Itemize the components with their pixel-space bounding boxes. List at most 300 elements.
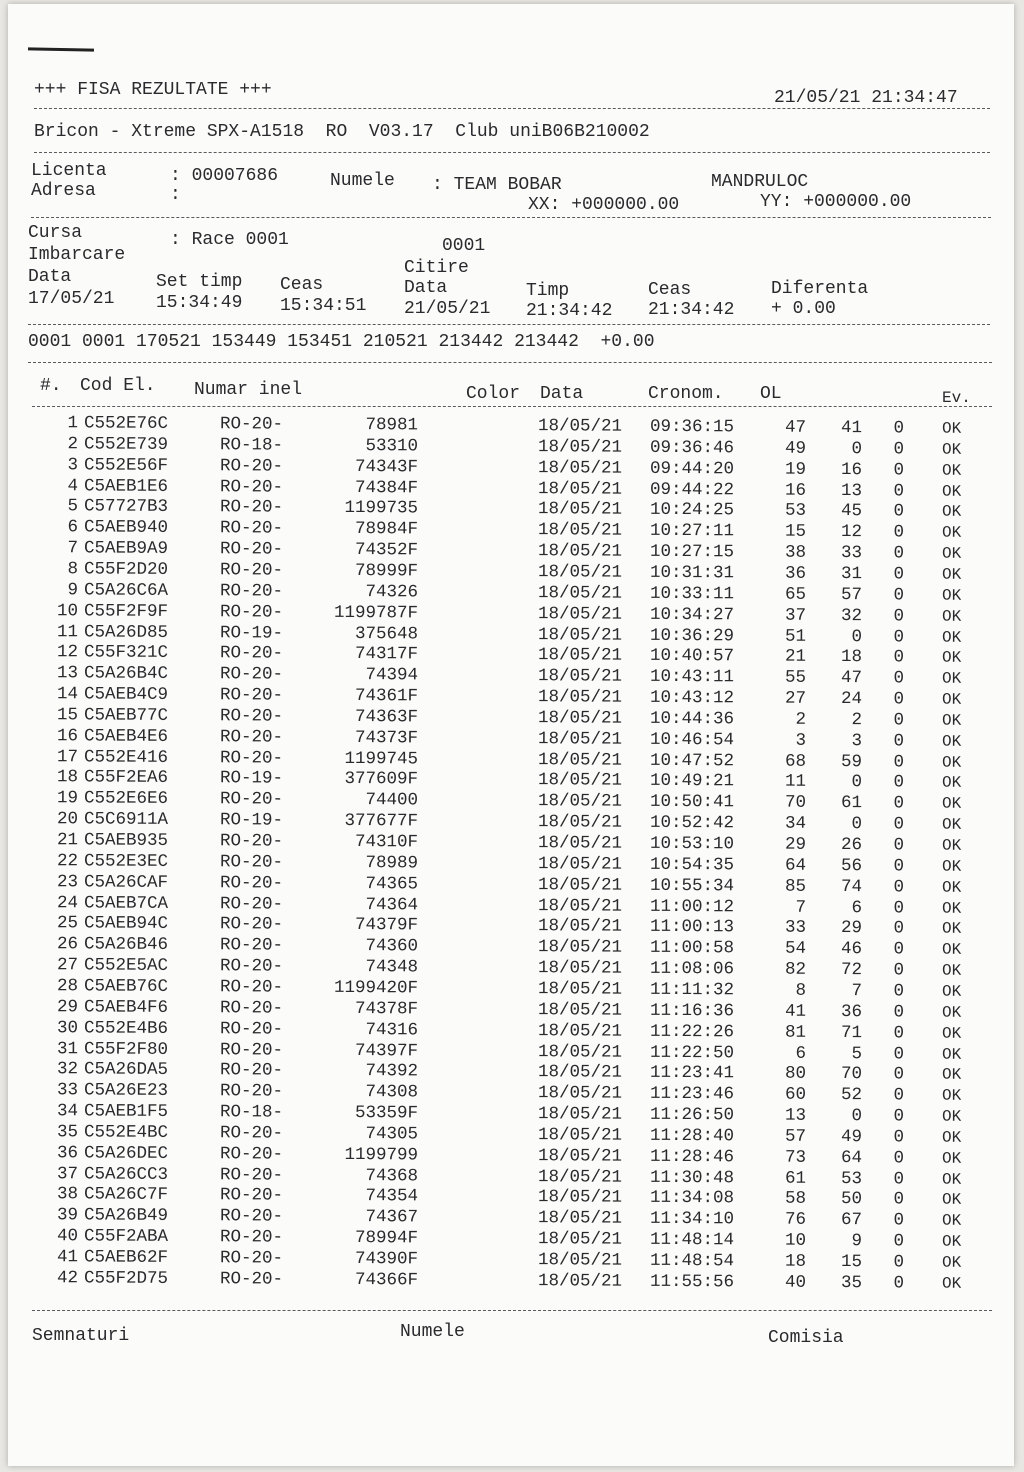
- cell-date: 18/05/21: [537, 541, 623, 562]
- cell-a: 61: [784, 1168, 807, 1189]
- cell-cod: C552E56F: [83, 455, 169, 476]
- adresa-value: :: [170, 185, 181, 205]
- cell-a: 73: [784, 1147, 807, 1168]
- cell-pre: RO-20-: [219, 414, 284, 435]
- cell-ev: OK: [941, 669, 962, 688]
- cell-ev: OK: [941, 565, 962, 584]
- cell-pre: RO-20-: [219, 455, 284, 477]
- cell-time: 11:48:54: [649, 1250, 735, 1272]
- cell-a: 58: [784, 1189, 807, 1210]
- cell-nr: 20: [56, 809, 79, 830]
- cell-time: 11:22:50: [649, 1042, 735, 1063]
- cell-pre: RO-20-: [219, 581, 284, 602]
- footer-numele: Numele: [400, 1322, 465, 1342]
- cell-time: 11:11:32: [649, 979, 735, 1001]
- cell-ev: OK: [941, 523, 962, 542]
- cell-nr: 23: [56, 871, 79, 893]
- cell-cod: C5AEB4C9: [83, 684, 169, 705]
- cell-num: 78994F: [354, 1228, 419, 1249]
- cell-b: 9: [851, 1231, 863, 1252]
- cell-date: 18/05/21: [537, 916, 623, 938]
- cell-a: 6: [795, 1043, 807, 1064]
- cell-ev: OK: [941, 1149, 962, 1168]
- cell-c: 0: [893, 1106, 905, 1127]
- cell-time: 11:16:36: [649, 1000, 735, 1022]
- cell-num: 74317F: [354, 644, 419, 665]
- cell-c: 0: [893, 439, 905, 460]
- cell-date: 18/05/21: [537, 1166, 623, 1188]
- cell-nr: 6: [67, 517, 79, 538]
- cell-a: 13: [784, 1105, 807, 1126]
- cell-time: 10:43:12: [649, 687, 735, 709]
- cell-b: 26: [840, 835, 863, 856]
- col-ev: Ev.: [942, 389, 971, 407]
- race-code: 0001: [442, 236, 486, 256]
- cell-cod: C5A26B49: [83, 1205, 169, 1227]
- divider: [34, 108, 990, 109]
- cell-pre: RO-20-: [219, 539, 284, 560]
- cell-num: 74365: [365, 873, 419, 895]
- cell-date: 18/05/21: [537, 1041, 623, 1063]
- sheet-title: +++ FISA REZULTATE +++: [34, 80, 272, 100]
- cell-a: 34: [784, 813, 807, 834]
- cell-num: 53310: [365, 435, 419, 457]
- cell-cod: C5A26DA5: [83, 1059, 169, 1081]
- cell-a: 53: [784, 501, 807, 522]
- cell-a: 57: [784, 1126, 807, 1147]
- cell-nr: 33: [56, 1080, 79, 1101]
- cell-a: 55: [784, 667, 807, 688]
- cell-pre: RO-20-: [219, 1018, 284, 1040]
- cell-cod: C5AEB62F: [83, 1247, 169, 1268]
- cell-ev: OK: [941, 815, 962, 834]
- cell-c: 0: [893, 605, 905, 627]
- cell-c: 0: [893, 543, 905, 564]
- cell-b: 35: [840, 1272, 863, 1293]
- cell-num: 74360: [365, 936, 419, 957]
- cell-num: 1199799: [344, 1144, 419, 1166]
- cell-nr: 30: [56, 1017, 79, 1038]
- cell-ev: OK: [941, 878, 962, 897]
- cell-cod: C5AEB940: [83, 517, 169, 539]
- cell-nr: 17: [56, 746, 79, 767]
- cell-nr: 34: [56, 1101, 79, 1122]
- cell-ev: OK: [941, 1232, 962, 1251]
- divider: [28, 324, 990, 325]
- cell-c: 0: [893, 793, 905, 814]
- cell-pre: RO-20-: [219, 789, 284, 810]
- cell-cod: C55F2EA6: [83, 767, 169, 789]
- cell-b: 70: [840, 1064, 863, 1085]
- cell-num: 1199787F: [333, 602, 419, 624]
- cell-c: 0: [893, 647, 905, 668]
- cell-c: 0: [893, 1273, 905, 1294]
- cell-time: 10:31:31: [649, 562, 735, 584]
- cell-c: 0: [893, 626, 905, 647]
- cell-ev: OK: [941, 1086, 962, 1105]
- cell-c: 0: [893, 751, 905, 772]
- cell-ev: OK: [941, 836, 962, 855]
- citire-label: Citire: [404, 258, 469, 278]
- cell-ev: OK: [941, 711, 962, 730]
- cell-b: 13: [840, 480, 863, 501]
- cell-nr: 9: [67, 580, 79, 601]
- cell-b: 16: [840, 459, 863, 480]
- cell-cod: C552E3EC: [83, 851, 169, 872]
- cell-b: 5: [851, 1043, 863, 1064]
- cell-time: 10:27:15: [649, 541, 735, 563]
- adresa-label: Adresa: [31, 181, 96, 201]
- cell-b: 18: [840, 647, 863, 668]
- cell-c: 0: [893, 877, 905, 898]
- footer-comisia: Comisia: [768, 1328, 844, 1348]
- imbarcare-label: Imbarcare: [28, 245, 126, 265]
- cell-nr: 19: [56, 788, 79, 809]
- cell-c: 0: [893, 522, 905, 543]
- cell-c: 0: [893, 668, 905, 689]
- cell-b: 72: [840, 960, 863, 981]
- cell-c: 0: [893, 480, 905, 501]
- cell-date: 18/05/21: [537, 499, 623, 521]
- cell-date: 18/05/21: [537, 645, 623, 667]
- cell-num: 74308: [365, 1082, 419, 1103]
- cell-nr: 26: [56, 934, 79, 955]
- cell-time: 11:08:06: [649, 958, 735, 980]
- cell-c: 0: [893, 460, 905, 481]
- cell-b: 12: [840, 522, 863, 543]
- cell-ev: OK: [941, 920, 962, 939]
- cell-date: 18/05/21: [537, 520, 623, 541]
- locality: MANDRULOC: [711, 172, 809, 192]
- cell-cod: C5AEB4E6: [83, 726, 169, 747]
- cell-nr: 16: [56, 725, 79, 747]
- numele-label: Numele: [330, 171, 395, 191]
- cell-ev: OK: [941, 940, 962, 959]
- print-datetime: 21/05/21 21:34:47: [774, 88, 958, 108]
- cell-cod: C55F2D75: [83, 1268, 169, 1289]
- cell-nr: 40: [56, 1226, 79, 1247]
- cell-ev: OK: [941, 1065, 962, 1085]
- cell-cod: C552E76C: [83, 413, 169, 434]
- cell-num: 78981: [365, 415, 419, 436]
- cell-date: 18/05/21: [537, 812, 623, 833]
- col-cod: Cod El.: [80, 376, 156, 396]
- cell-nr: 41: [56, 1247, 79, 1268]
- cell-ev: OK: [941, 461, 962, 480]
- diferenta-label: Diferenta: [771, 279, 869, 299]
- cell-pre: RO-19-: [219, 622, 284, 644]
- cell-a: 27: [784, 688, 807, 709]
- cell-ev: OK: [941, 1128, 962, 1147]
- cell-pre: RO-20-: [219, 1164, 284, 1186]
- cell-date: 18/05/21: [537, 478, 623, 500]
- cell-b: 64: [840, 1147, 863, 1168]
- cell-pre: RO-20-: [219, 998, 284, 1019]
- cell-date: 18/05/21: [537, 624, 623, 646]
- col-data: Data: [540, 384, 584, 404]
- cell-b: 71: [840, 1022, 863, 1043]
- ceas2-value: 21:34:42: [648, 300, 735, 320]
- cell-time: 11:00:13: [649, 917, 735, 938]
- cell-date: 18/05/21: [537, 1020, 623, 1042]
- cell-nr: 21: [56, 830, 79, 851]
- cell-time: 10:55:34: [649, 875, 735, 897]
- timp-value: 21:34:42: [526, 301, 613, 321]
- cell-nr: 13: [56, 663, 79, 684]
- cell-b: 0: [851, 772, 863, 793]
- cell-date: 18/05/21: [537, 562, 623, 583]
- cell-time: 10:53:10: [649, 833, 735, 855]
- cell-num: 74392: [365, 1061, 419, 1082]
- cell-ev: OK: [941, 961, 962, 980]
- cell-date: 18/05/21: [537, 854, 623, 875]
- cell-ev: OK: [941, 440, 962, 459]
- cell-a: 70: [784, 792, 807, 814]
- cell-ev: OK: [941, 607, 962, 626]
- cell-b: 61: [840, 793, 863, 814]
- cell-cod: C5AEB1F5: [83, 1101, 169, 1122]
- cell-nr: 12: [56, 642, 79, 663]
- cell-a: 49: [784, 438, 807, 459]
- cell-ev: OK: [941, 753, 962, 772]
- cell-time: 11:00:12: [649, 896, 735, 917]
- cell-a: 38: [784, 542, 807, 563]
- cell-date: 18/05/21: [537, 708, 623, 729]
- data2-label: Data: [404, 278, 448, 298]
- cell-ev: OK: [941, 586, 962, 605]
- coord-yy: YY: +000000.00: [760, 192, 912, 212]
- cell-c: 0: [893, 731, 905, 752]
- cell-nr: 3: [67, 454, 79, 476]
- cell-cod: C5AEB1E6: [83, 475, 169, 497]
- cell-c: 0: [893, 689, 905, 710]
- cell-pre: RO-19-: [219, 768, 284, 790]
- ceas2-label: Ceas: [648, 280, 692, 300]
- cell-date: 18/05/21: [537, 1208, 623, 1229]
- cell-ev: OK: [941, 982, 962, 1001]
- data-value: 17/05/21: [28, 289, 115, 309]
- cell-b: 74: [840, 876, 863, 897]
- cell-num: 377677F: [344, 811, 419, 832]
- cell-c: 0: [893, 1002, 905, 1023]
- cell-time: 11:34:10: [649, 1209, 735, 1230]
- set-timp-value: 15:34:49: [156, 293, 243, 313]
- ceas-label: Ceas: [280, 275, 324, 295]
- cell-ev: OK: [941, 1003, 962, 1022]
- cell-date: 18/05/21: [537, 958, 623, 979]
- cell-pre: RO-20-: [219, 872, 284, 894]
- data2-value: 21/05/21: [404, 299, 491, 319]
- cell-cod: C5A26C6A: [83, 580, 169, 601]
- cell-num: 1199735: [344, 498, 419, 519]
- cell-pre: RO-20-: [219, 1227, 284, 1248]
- cell-b: 29: [840, 918, 863, 939]
- cell-cod: C55F2ABA: [83, 1226, 169, 1248]
- cell-num: 74384F: [354, 477, 419, 498]
- cell-cod: C57727B3: [83, 496, 169, 518]
- cell-nr: 22: [56, 851, 79, 872]
- cell-b: 59: [840, 751, 863, 772]
- cell-b: 47: [840, 668, 863, 689]
- cell-a: 36: [784, 563, 807, 584]
- cell-date: 18/05/21: [537, 728, 623, 750]
- cell-pre: RO-20-: [219, 852, 284, 873]
- cell-num: 74354: [365, 1186, 419, 1207]
- cell-pre: RO-20-: [219, 893, 284, 915]
- cell-date: 18/05/21: [537, 791, 623, 812]
- cell-num: 53359F: [354, 1103, 419, 1124]
- cell-a: 40: [784, 1272, 807, 1293]
- cell-b: 50: [840, 1189, 863, 1210]
- cell-time: 10:49:21: [649, 771, 735, 792]
- cell-time: 10:34:27: [649, 604, 735, 626]
- cell-date: 18/05/21: [537, 979, 623, 1000]
- cell-ev: OK: [941, 482, 962, 501]
- cell-num: 74366F: [354, 1269, 419, 1291]
- cell-cod: C5A26B46: [83, 934, 169, 956]
- cell-time: 10:24:25: [649, 500, 735, 521]
- cell-time: 11:26:50: [649, 1104, 735, 1126]
- cell-pre: RO-20-: [219, 1081, 284, 1102]
- cursa-label: Cursa: [28, 223, 83, 243]
- cell-c: 0: [893, 918, 905, 939]
- cell-date: 18/05/21: [537, 999, 623, 1021]
- result-sheet: [8, 4, 1014, 1466]
- cell-time: 10:47:52: [649, 750, 735, 771]
- cell-nr: 27: [56, 955, 79, 976]
- divider: [28, 362, 992, 363]
- cell-pre: RO-20-: [219, 831, 284, 852]
- footer-semnaturi: Semnaturi: [32, 1326, 130, 1346]
- col-color: Color: [466, 384, 521, 404]
- cell-c: 0: [893, 1168, 905, 1189]
- cell-a: 80: [784, 1064, 807, 1085]
- cell-nr: 38: [56, 1184, 79, 1205]
- cell-nr: 5: [67, 496, 79, 517]
- cell-nr: 37: [56, 1163, 79, 1184]
- cell-nr: 36: [56, 1142, 79, 1164]
- cell-date: 18/05/21: [537, 416, 623, 437]
- cell-ev: OK: [941, 794, 962, 814]
- cell-ev: OK: [941, 628, 962, 647]
- cell-a: 3: [795, 730, 807, 751]
- cell-date: 18/05/21: [537, 1271, 623, 1292]
- col-ol: OL: [760, 384, 782, 404]
- cell-cod: C5A26C7F: [83, 1184, 169, 1206]
- cell-ev: OK: [941, 1024, 962, 1043]
- cell-a: 41: [784, 1001, 807, 1022]
- cell-nr: 25: [56, 913, 79, 934]
- cell-time: 11:23:41: [649, 1063, 735, 1084]
- cell-date: 18/05/21: [537, 937, 623, 958]
- cell-time: 11:28:40: [649, 1125, 735, 1147]
- cell-num: 74390F: [354, 1249, 419, 1270]
- cell-pre: RO-19-: [219, 810, 284, 831]
- cell-num: 78989: [365, 852, 419, 874]
- cell-time: 10:43:11: [649, 667, 735, 688]
- cell-nr: 31: [56, 1038, 79, 1059]
- cell-c: 0: [893, 1043, 905, 1064]
- cell-pre: RO-20-: [219, 935, 284, 956]
- cell-pre: RO-20-: [219, 476, 284, 498]
- cell-pre: RO-20-: [219, 518, 284, 539]
- cell-pre: RO-20-: [219, 1123, 284, 1144]
- divider: [34, 152, 990, 153]
- cell-pre: RO-20-: [219, 601, 284, 623]
- cell-c: 0: [893, 418, 905, 439]
- cell-ev: OK: [941, 544, 962, 563]
- cell-b: 45: [840, 501, 863, 522]
- cell-num: 74361F: [354, 686, 419, 707]
- col-cronom: Cronom.: [648, 384, 724, 404]
- cell-date: 18/05/21: [537, 603, 623, 625]
- cell-time: 10:46:54: [649, 729, 735, 751]
- cell-nr: 15: [56, 705, 79, 726]
- cell-cod: C5A26CC3: [83, 1163, 169, 1185]
- timp-label: Timp: [526, 281, 570, 301]
- cell-c: 0: [893, 1231, 905, 1252]
- cell-date: 18/05/21: [537, 582, 623, 604]
- cell-time: 11:00:58: [649, 938, 735, 959]
- cell-c: 0: [893, 1085, 905, 1106]
- cell-c: 0: [893, 1189, 905, 1210]
- cell-cod: C5AEB935: [83, 830, 169, 851]
- cell-b: 52: [840, 1085, 863, 1106]
- cell-time: 10:54:35: [649, 854, 735, 876]
- cell-num: 377609F: [344, 769, 419, 790]
- set-timp-label: Set timp: [156, 272, 243, 292]
- cell-cod: C552E416: [83, 746, 169, 768]
- cell-time: 11:55:56: [649, 1271, 735, 1293]
- cell-pre: RO-18-: [219, 435, 284, 456]
- cell-pre: RO-20-: [219, 1060, 284, 1081]
- licenta-label: Licenta: [31, 161, 107, 181]
- cell-cod: C5AEB7CA: [83, 892, 169, 914]
- cell-cod: C5AEB9A9: [83, 538, 169, 559]
- cell-num: 74326: [365, 581, 419, 603]
- cell-a: 85: [784, 876, 807, 897]
- cell-a: 64: [784, 855, 807, 876]
- cell-c: 0: [893, 1022, 905, 1044]
- cell-b: 33: [840, 543, 863, 564]
- cell-pre: RO-20-: [219, 643, 284, 664]
- cell-b: 41: [840, 418, 863, 439]
- cell-ev: OK: [941, 732, 962, 751]
- cell-cod: C552E4B6: [83, 1018, 169, 1039]
- cell-cod: C5A26CAF: [83, 872, 169, 893]
- cell-c: 0: [893, 1210, 905, 1231]
- cell-ev: OK: [941, 857, 962, 876]
- cell-ev: OK: [941, 419, 962, 438]
- cell-c: 0: [893, 897, 905, 918]
- cell-ev: OK: [941, 1274, 962, 1293]
- cell-cod: C5A26E23: [83, 1080, 169, 1102]
- cell-c: 0: [893, 856, 905, 877]
- cell-time: 10:40:57: [649, 646, 735, 667]
- cell-a: 2: [795, 709, 807, 730]
- cell-time: 10:44:36: [649, 708, 735, 730]
- cell-num: 74310F: [354, 832, 419, 853]
- cell-num: 74364: [365, 894, 419, 915]
- cell-time: 09:36:46: [649, 437, 735, 459]
- cell-a: 21: [784, 647, 807, 668]
- cell-a: 76: [784, 1209, 807, 1231]
- cell-pre: RO-18-: [219, 1102, 284, 1123]
- cell-num: 74367: [365, 1207, 419, 1228]
- cell-time: 10:27:11: [649, 521, 735, 542]
- cell-pre: RO-20-: [219, 726, 284, 748]
- numele-value: : TEAM BOBAR: [432, 175, 562, 195]
